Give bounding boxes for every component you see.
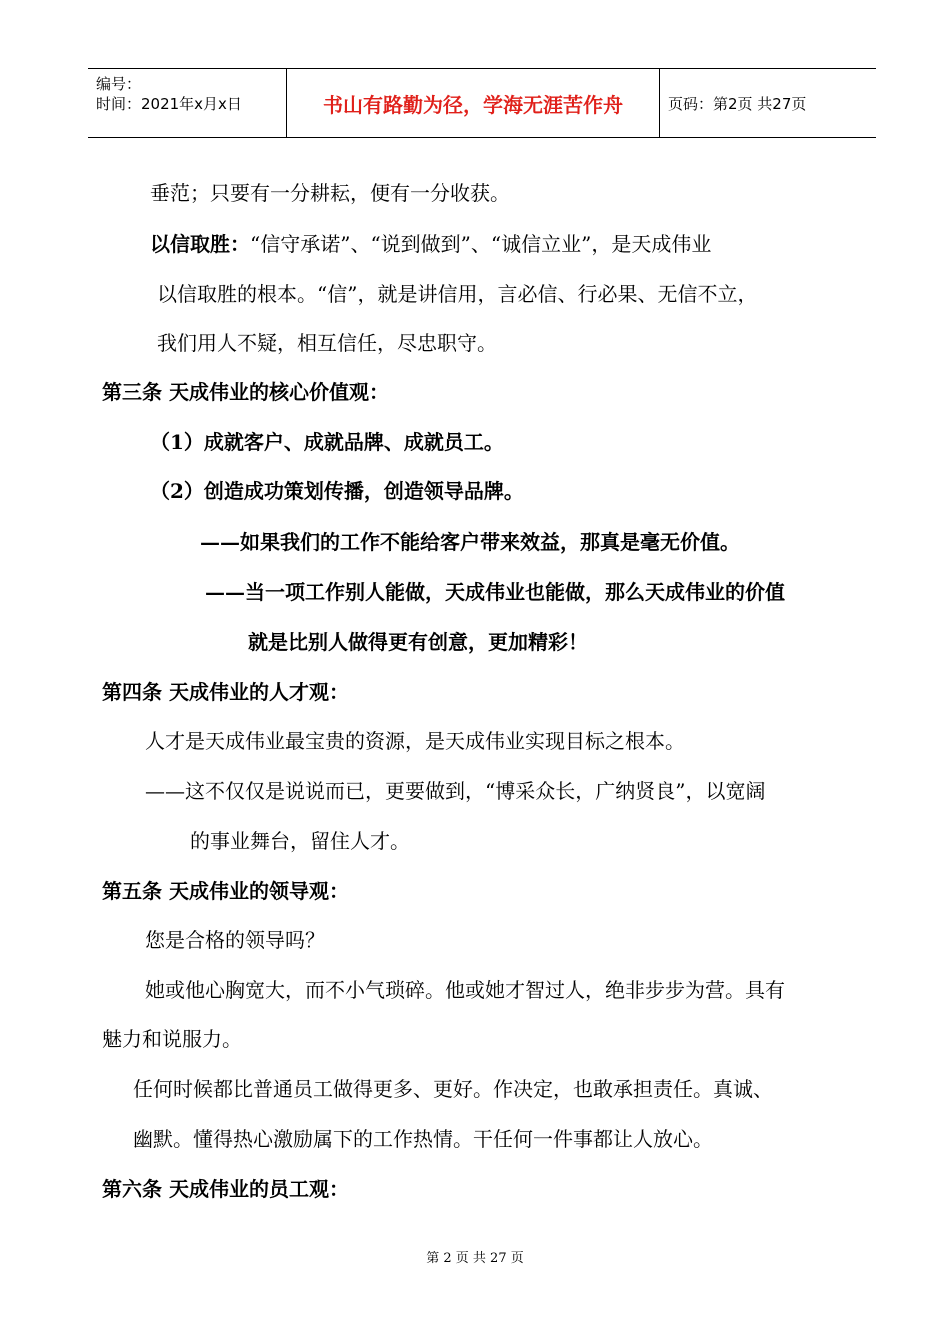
header-divider: [659, 69, 660, 137]
emphasis-line: ——如果我们的工作不能给客户带来效益，那真是毫无价值。: [200, 530, 740, 554]
paragraph-line: ——这不仅仅是说说而已，更要做到，“博采众长，广纳贤良”，以宽阔: [145, 779, 766, 803]
header-motto: 书山有路勤为径，学海无涯苦作舟: [323, 92, 623, 117]
paragraph-line: 我们用人不疑，相互信任，尽忠职守。: [157, 331, 497, 355]
term-heading: 以信取胜：: [150, 232, 250, 256]
paragraph-line: 她或他心胸宽大，而不小气琐碎。他或她才智过人，绝非步步为营。具有: [145, 978, 785, 1002]
paragraph-line: [150, 232, 711, 256]
paragraph-line: 魅力和说服力。: [102, 1027, 242, 1051]
section-heading: 第四条 天成伟业的人才观：: [102, 680, 349, 704]
paragraph-line: 幽默。懂得热心激励属下的工作热情。干任何一件事都让人放心。: [133, 1127, 713, 1151]
paragraph-line: 人才是天成伟业最宝贵的资源，是天成伟业实现目标之根本。: [145, 729, 685, 753]
section-heading: 第五条 天成伟业的领导观：: [102, 879, 349, 903]
paragraph-text: “信守承诺”、“说到做到”、“诚信立业”，是天成伟业: [250, 232, 712, 256]
header-table: [88, 68, 876, 138]
paragraph-line: 的事业舞台，留住人才。: [190, 829, 410, 853]
time-label: 时间：2021年x月x日: [96, 95, 242, 113]
header-page-info: 页码：第2页 共27页: [668, 94, 807, 113]
emphasis-line: 就是比别人做得更有创意，更加精彩！: [248, 630, 588, 654]
header-meta: [88, 69, 286, 137]
number-label: 编号：: [96, 75, 142, 93]
section-heading: 第六条 天成伟业的员工观：: [102, 1177, 349, 1201]
paragraph-line: 任何时候都比普通员工做得更多、更好。作决定，也敢承担责任。真诚、: [133, 1077, 773, 1101]
paragraph-line: 您是合格的领导吗？: [145, 928, 325, 952]
list-item: （2）创造成功策划传播，创造领导品牌。: [150, 479, 524, 503]
page-footer: 第 2 页 共 27 页: [426, 1251, 524, 1266]
emphasis-line: ——当一项工作别人能做，天成伟业也能做，那么天成伟业的价值: [205, 580, 785, 604]
paragraph-line: 以信取胜的根本。“信”，就是讲信用，言必信、行必果、无信不立，: [157, 282, 758, 306]
list-item: （1）成就客户、成就品牌、成就员工。: [150, 430, 504, 454]
paragraph-line: 垂范；只要有一分耕耘，便有一分收获。: [150, 181, 510, 205]
section-heading: 第三条 天成伟业的核心价值观：: [102, 380, 389, 404]
